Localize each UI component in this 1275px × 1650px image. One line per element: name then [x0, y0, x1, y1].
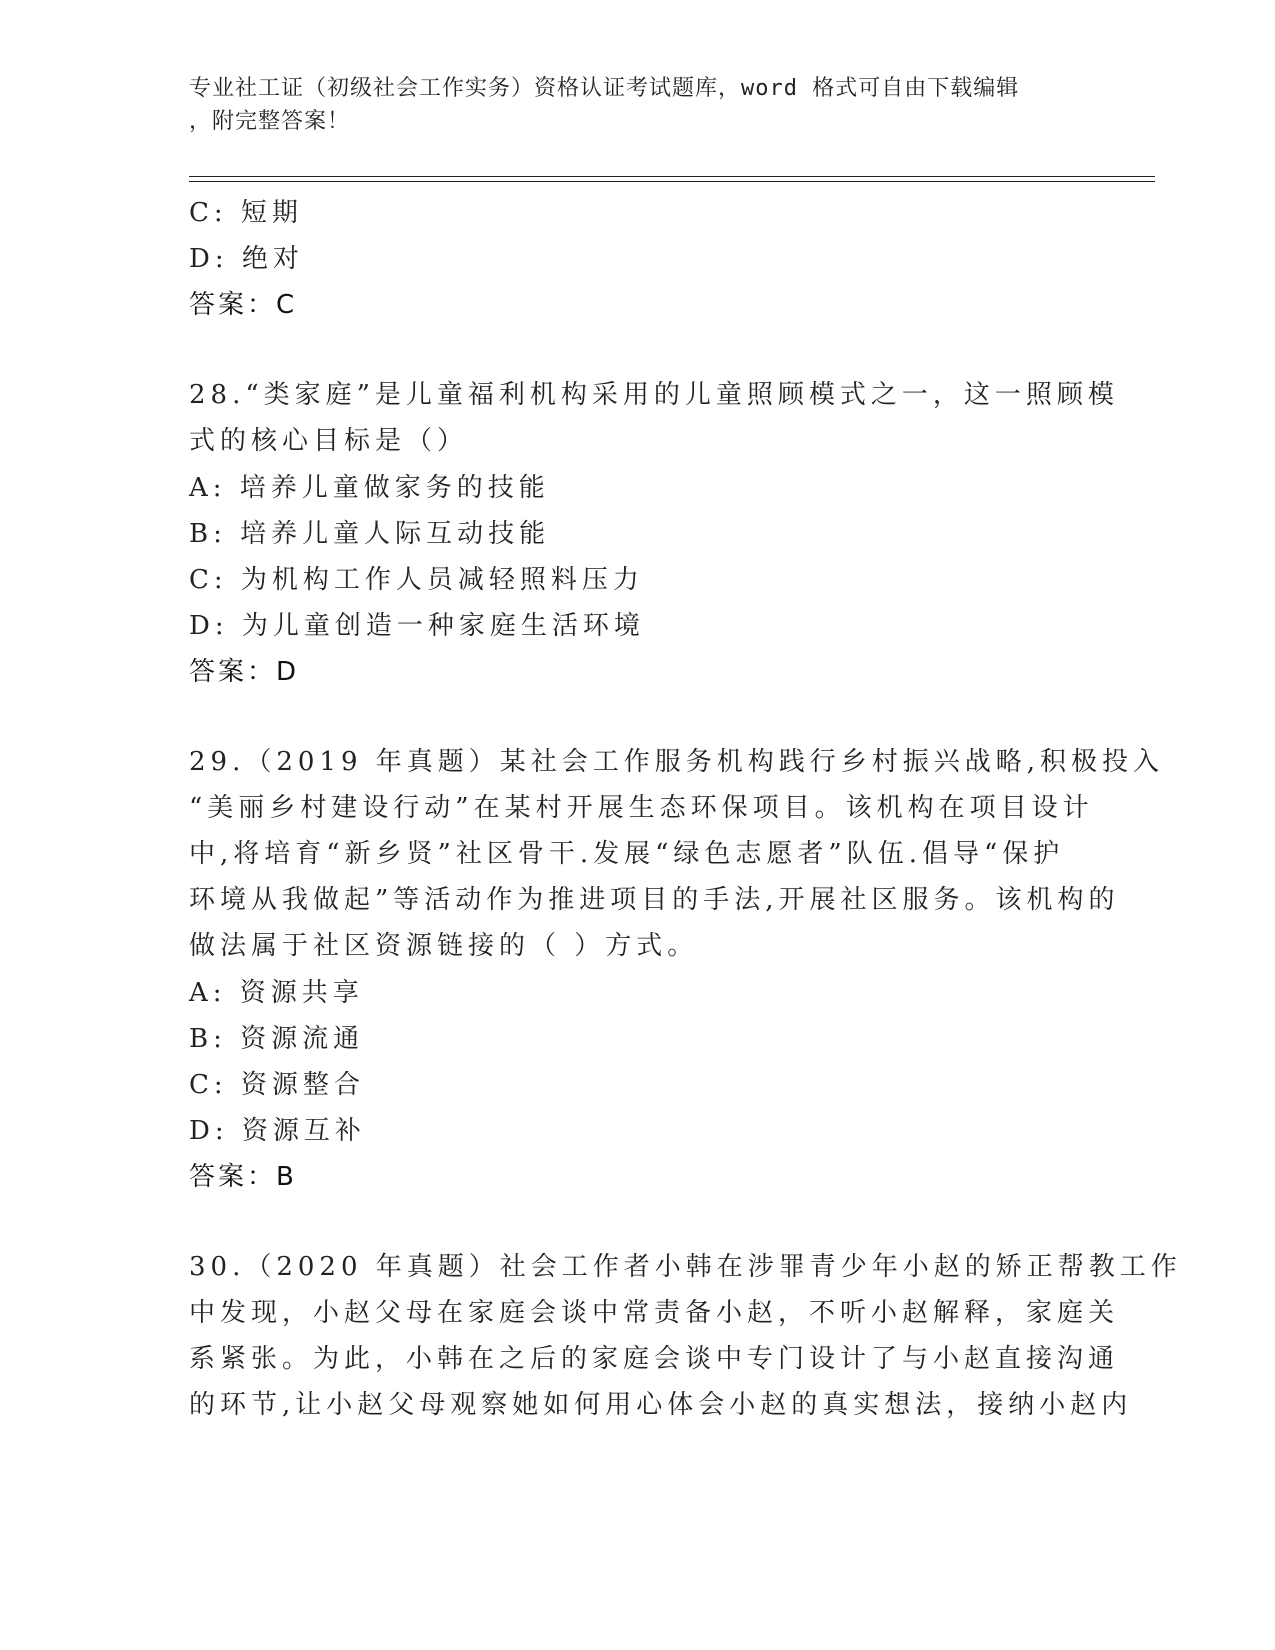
option-a: A: 培养儿童做家务的技能 [189, 473, 550, 503]
question-stem-line: 28.“类家庭”是儿童福利机构采用的儿童照顾模式之一，这一照顾模 [189, 380, 1119, 410]
question-28 [189, 373, 1119, 695]
header-divider-top [189, 176, 1155, 177]
question-stem-line: 做法属于社区资源链接的（ ）方式。 [189, 931, 699, 961]
question-stem-line: 的环节,让小赵父母观察她如何用心体会小赵的真实想法，接纳小赵内 [189, 1390, 1133, 1420]
page-header [189, 72, 1089, 138]
question-content [189, 190, 1182, 1429]
question-stem-line: 系紧张。为此，小韩在之后的家庭会谈中专门设计了与小赵直接沟通 [189, 1344, 1120, 1374]
question-30 [189, 1245, 1182, 1429]
question-27 [189, 190, 1089, 328]
header-line-1: 专业社工证（初级社会工作实务）资格认证考试题库，word 格式可自由下载编辑 [189, 76, 1020, 101]
option-c: C: 短期 [189, 198, 303, 228]
answer-line: 答案：C [189, 290, 298, 320]
header-divider-bottom [189, 181, 1155, 182]
option-d: D: 绝对 [189, 244, 304, 274]
option-d: D: 为儿童创造一种家庭生活环境 [189, 611, 645, 641]
option-d: D: 资源互补 [189, 1116, 366, 1146]
question-stem-line: 式的核心目标是（） [189, 426, 469, 456]
header-line-2: ，附完整答案！ [189, 109, 351, 134]
question-stem-line: 中,将培育“新乡贤”社区骨干.发展“绿色志愿者”队伍.倡导“保护 [189, 839, 1065, 869]
question-stem-line: 29.（2019 年真题）某社会工作服务机构践行乡村振兴战略,积极投入 [189, 747, 1165, 777]
answer-line: 答案：B [189, 1162, 297, 1192]
option-c: C: 资源整合 [189, 1070, 365, 1100]
question-29 [189, 740, 1165, 1200]
option-c: C: 为机构工作人员减轻照料压力 [189, 565, 644, 595]
question-stem-line: 30.（2020 年真题）社会工作者小韩在涉罪青少年小赵的矫正帮教工作 [189, 1252, 1182, 1282]
option-a: A: 资源共享 [189, 978, 364, 1008]
question-stem-line: “美丽乡村建设行动”在某村开展生态环保项目。该机构在项目设计 [189, 793, 1094, 823]
option-b: B: 资源流通 [189, 1024, 365, 1054]
option-b: B: 培养儿童人际互动技能 [189, 519, 551, 549]
question-stem-line: 环境从我做起”等活动作为推进项目的手法,开展社区服务。该机构的 [189, 885, 1120, 915]
answer-line: 答案：D [189, 657, 300, 687]
question-stem-line: 中发现，小赵父母在家庭会谈中常责备小赵，不听小赵解释，家庭关 [189, 1298, 1120, 1328]
